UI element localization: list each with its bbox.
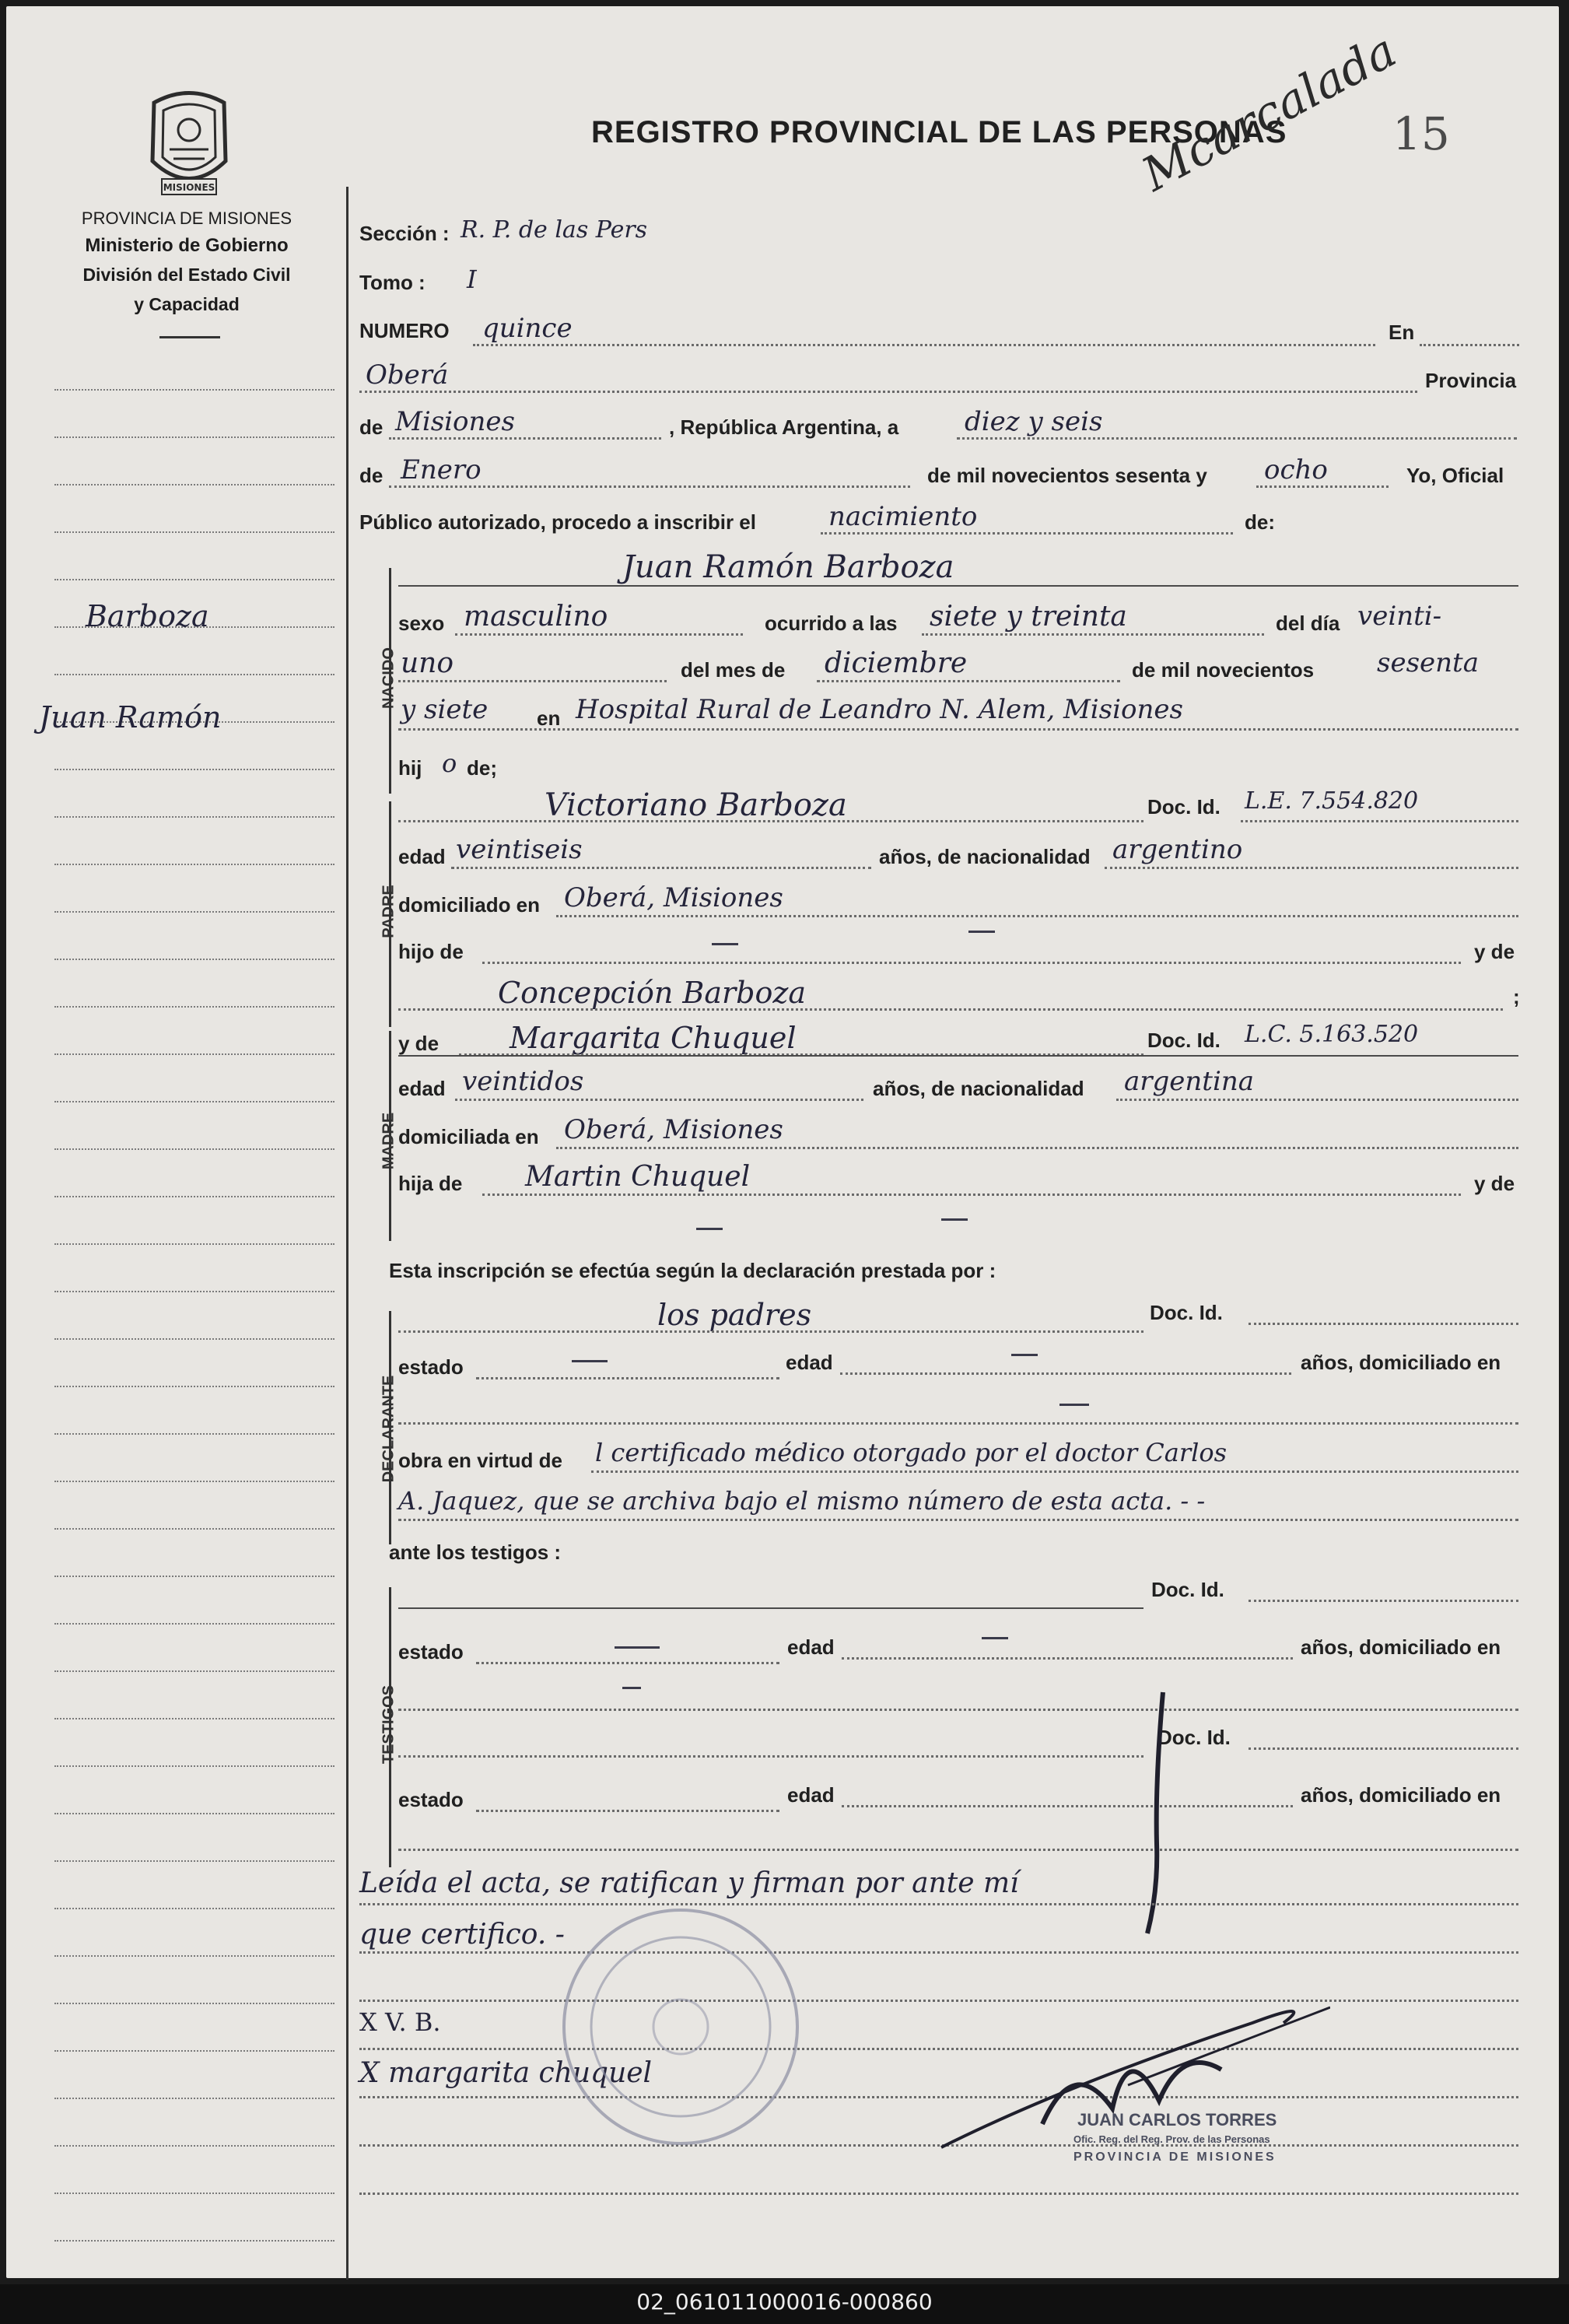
margin-rule-line bbox=[54, 1006, 334, 1008]
margin-rule-line bbox=[54, 389, 334, 391]
svg-text:MISIONES: MISIONES bbox=[163, 182, 215, 193]
father-nationality: argentino bbox=[1112, 834, 1243, 865]
mother-age-value: veintidos bbox=[462, 1066, 584, 1097]
margin-rule-line bbox=[54, 1433, 334, 1435]
de-label: de bbox=[359, 415, 383, 439]
margin-rule-line bbox=[54, 2003, 334, 2004]
official-name: JUAN CARLOS TORRES bbox=[1077, 2110, 1277, 2129]
day-value: diez y seis bbox=[965, 406, 1103, 437]
margin-rule-line bbox=[54, 2193, 334, 2194]
margin-rule-line bbox=[54, 959, 334, 960]
margin-rule-line bbox=[54, 2098, 334, 2099]
mil-label: de mil novecientos bbox=[1132, 658, 1315, 682]
margin-rule-line bbox=[54, 1148, 334, 1150]
margin-rule-line bbox=[54, 1101, 334, 1102]
republica-label: , República Argentina, a bbox=[669, 415, 899, 439]
margin-rule-line bbox=[54, 1053, 334, 1055]
margin-rule-line bbox=[54, 2050, 334, 2052]
margin-rule-line bbox=[54, 1481, 334, 1482]
father-name: Victoriano Barboza bbox=[545, 787, 847, 823]
obra-value-1: l certificado médico otorgado por el doctor Carlos bbox=[595, 1438, 1228, 1467]
margin-divider bbox=[346, 187, 348, 2280]
province-crest-icon bbox=[138, 87, 240, 204]
org-ministry: Ministerio de Gobierno bbox=[85, 235, 289, 256]
madre-edad-label: edad bbox=[398, 1077, 446, 1100]
padre-section-label: PADRE bbox=[380, 885, 398, 938]
margin-rule-line bbox=[54, 769, 334, 770]
year-value: ocho bbox=[1264, 454, 1328, 485]
dia-label: del día bbox=[1276, 612, 1340, 635]
declarante-anios-label: años, domiciliado en bbox=[1301, 1351, 1501, 1374]
margin-rule-line bbox=[54, 1338, 334, 1340]
margin-given-names: Juan Ramón bbox=[39, 700, 222, 734]
margin-rule-line bbox=[54, 2145, 334, 2147]
paternal-grandmother: Concepción Barboza bbox=[498, 976, 807, 1010]
hij-value: o bbox=[442, 748, 457, 778]
dia-value-2: uno bbox=[401, 647, 454, 679]
hora-value: siete y treinta bbox=[930, 601, 1127, 633]
provincia-label: Provincia bbox=[1425, 369, 1517, 392]
madre-doc-label: Doc. Id. bbox=[1147, 1029, 1221, 1052]
anio-value-2: y siete bbox=[401, 694, 489, 725]
tomo-label: Tomo : bbox=[359, 271, 426, 294]
father-age-value: veintiseis bbox=[456, 834, 583, 865]
madre-section-label: MADRE bbox=[380, 1112, 398, 1170]
anio-value-1: sesenta bbox=[1377, 647, 1479, 678]
testigos-intro: ante los testigos : bbox=[389, 1541, 562, 1564]
testigo2-anios-label: años, domiciliado en bbox=[1301, 1783, 1501, 1807]
org-division-2: y Capacidad bbox=[134, 294, 240, 314]
padre-hijo-label: hijo de bbox=[398, 940, 464, 963]
margin-surname: Barboza bbox=[86, 599, 209, 633]
ocurrido-label: ocurrido a las bbox=[765, 612, 898, 635]
dia-value-1: veinti- bbox=[1357, 601, 1442, 632]
margin-rule-line bbox=[54, 1955, 334, 1957]
testigo1-anios-label: años, domiciliado en bbox=[1301, 1635, 1501, 1659]
margin-rule-line bbox=[54, 1670, 334, 1672]
declarante-name: los padres bbox=[657, 1298, 812, 1332]
en-label: En bbox=[1389, 321, 1415, 344]
margin-rule-line bbox=[54, 1196, 334, 1197]
margin-rule-line bbox=[54, 674, 334, 675]
child-name: Juan Ramón Barboza bbox=[622, 549, 954, 585]
mes-label: del mes de bbox=[681, 658, 786, 682]
year-label: de mil novecientos sesenta y bbox=[927, 464, 1207, 487]
testigo2-edad-label: edad bbox=[787, 1783, 835, 1807]
margin-rule-line bbox=[54, 1765, 334, 1767]
closing-line-1: Leída el acta, se ratifican y firman por ante mí bbox=[359, 1867, 1019, 1899]
father-domicile: Oberá, Misiones bbox=[564, 882, 783, 913]
mes-value: diciembre bbox=[825, 647, 968, 679]
top-signature: Mcarcalada bbox=[1133, 23, 1406, 203]
margin-rule-line bbox=[54, 1718, 334, 1719]
closing-rule-line bbox=[359, 2193, 1518, 2195]
margin-rule-line bbox=[54, 1813, 334, 1814]
father-doc-value: L.E. 7.554.820 bbox=[1245, 787, 1419, 815]
padre-nac-label: años, de nacionalidad bbox=[879, 845, 1091, 868]
oficial-label: Yo, Oficial bbox=[1406, 464, 1504, 487]
declarante-section-label: DECLARANTE bbox=[380, 1375, 398, 1483]
publico-label: Público autorizado, procedo a inscribir el bbox=[359, 510, 756, 534]
margin-rule-line bbox=[54, 864, 334, 865]
margin-rule-line bbox=[54, 1386, 334, 1387]
org-division: División del Estado Civil bbox=[82, 265, 291, 285]
province-value: Misiones bbox=[395, 406, 515, 437]
testigos-section-label: TESTIGOS bbox=[380, 1684, 398, 1765]
padre-semicolon: ; bbox=[1513, 985, 1520, 1008]
madre-hija-label: hija de bbox=[398, 1172, 463, 1195]
testigo1-doc-label: Doc. Id. bbox=[1151, 1578, 1224, 1601]
sexo-value: masculino bbox=[464, 601, 608, 633]
nacido-section-label: NACIDO bbox=[380, 647, 398, 709]
declarante-intro: Esta inscripción se efectúa según la declaración prestada por : bbox=[389, 1259, 996, 1282]
org-province: PROVINCIA DE MISIONES bbox=[81, 209, 292, 228]
margin-rule-line bbox=[54, 1908, 334, 1909]
closing-pen-stroke bbox=[1132, 1688, 1179, 1937]
padre-edad-label: edad bbox=[398, 845, 446, 868]
declarante-edad-label: edad bbox=[786, 1351, 833, 1374]
testigo1-estado-label: estado bbox=[398, 1640, 464, 1663]
madre-nac-label: años, de nacionalidad bbox=[873, 1077, 1084, 1100]
mother-doc-value: L.C. 5.163.520 bbox=[1245, 1021, 1419, 1048]
margin-rule-line bbox=[54, 1528, 334, 1530]
declarante-obra-label: obra en virtud de bbox=[398, 1449, 562, 1472]
month-value: Enero bbox=[401, 454, 482, 485]
de-month-label: de bbox=[359, 464, 383, 487]
tomo-value: I bbox=[467, 265, 477, 294]
hij-label: hij bbox=[398, 756, 422, 780]
birth-place-value: Hospital Rural de Leandro N. Alem, Misiones bbox=[576, 694, 1183, 725]
testigo1-edad-label: edad bbox=[787, 1635, 835, 1659]
madre-dom-label: domiciliada en bbox=[398, 1125, 539, 1148]
official-province: PROVINCIA DE MISIONES bbox=[1073, 2150, 1277, 2164]
closing-rule-line bbox=[359, 1903, 1518, 1905]
madre-yde-label: y de bbox=[398, 1032, 440, 1055]
mother-domicile: Oberá, Misiones bbox=[564, 1114, 783, 1145]
margin-rule-line bbox=[54, 531, 334, 533]
sexo-label: sexo bbox=[398, 612, 445, 635]
declarante-doc-label: Doc. Id. bbox=[1150, 1301, 1223, 1324]
margin-rule-line bbox=[54, 1576, 334, 1577]
signature-father: X V. B. bbox=[359, 2007, 441, 2037]
numero-value: quince bbox=[482, 313, 573, 344]
margin-rule-line bbox=[54, 1243, 334, 1245]
margin-rule-line bbox=[54, 2240, 334, 2242]
mother-name: Margarita Chuquel bbox=[510, 1021, 797, 1055]
closing-line-2: que certifico. - bbox=[359, 1919, 565, 1951]
org-underline bbox=[159, 336, 220, 338]
declarante-estado-label: estado bbox=[398, 1355, 464, 1379]
margin-rule-line bbox=[54, 1291, 334, 1292]
testigo2-estado-label: estado bbox=[398, 1788, 464, 1811]
closing-rule-line bbox=[359, 1951, 1518, 1954]
margin-rule-line bbox=[54, 579, 334, 580]
madre-yde2-label: y de bbox=[1474, 1172, 1515, 1195]
document-title: REGISTRO PROVINCIAL DE LAS PERSONAS bbox=[591, 115, 1287, 149]
folio-number: 15 bbox=[1392, 107, 1450, 160]
de2-label: de: bbox=[1245, 510, 1275, 534]
margin-rule-line bbox=[54, 1860, 334, 1862]
margin-rule-line bbox=[54, 1623, 334, 1625]
obra-value-2: A. Jaquez, que se archiva bajo el mismo número de esta acta. - - bbox=[398, 1486, 1206, 1516]
official-title: Ofic. Reg. del Reg. Prov. de las Personas bbox=[1073, 2133, 1270, 2145]
margin-rule-line bbox=[54, 816, 334, 818]
padre-dom-label: domiciliado en bbox=[398, 893, 541, 917]
act-value: nacimiento bbox=[828, 501, 978, 532]
image-caption: 02_061011000016-000860 bbox=[636, 2289, 933, 2315]
margin-rule-line bbox=[54, 911, 334, 913]
seccion-label: Sección : bbox=[359, 222, 450, 245]
padre-doc-label: Doc. Id. bbox=[1147, 795, 1221, 818]
maternal-grandfather: Martin Chuquel bbox=[525, 1161, 751, 1193]
en-place-label: en bbox=[537, 706, 561, 730]
hij-de-label: de; bbox=[467, 756, 497, 780]
numero-label: NUMERO bbox=[359, 319, 450, 342]
margin-rule-line bbox=[54, 484, 334, 485]
official-seal-stamp-icon bbox=[548, 1898, 813, 2155]
testigo2-doc-label: Doc. Id. bbox=[1157, 1726, 1231, 1749]
mother-nationality: argentina bbox=[1124, 1066, 1255, 1097]
seccion-value: R. P. de las Pers bbox=[461, 216, 648, 244]
margin-rule-line bbox=[54, 436, 334, 438]
padre-yde-label: y de bbox=[1474, 940, 1515, 963]
place-value: Oberá bbox=[366, 359, 449, 391]
signature-mother: X margarita chuquel bbox=[359, 2057, 653, 2089]
